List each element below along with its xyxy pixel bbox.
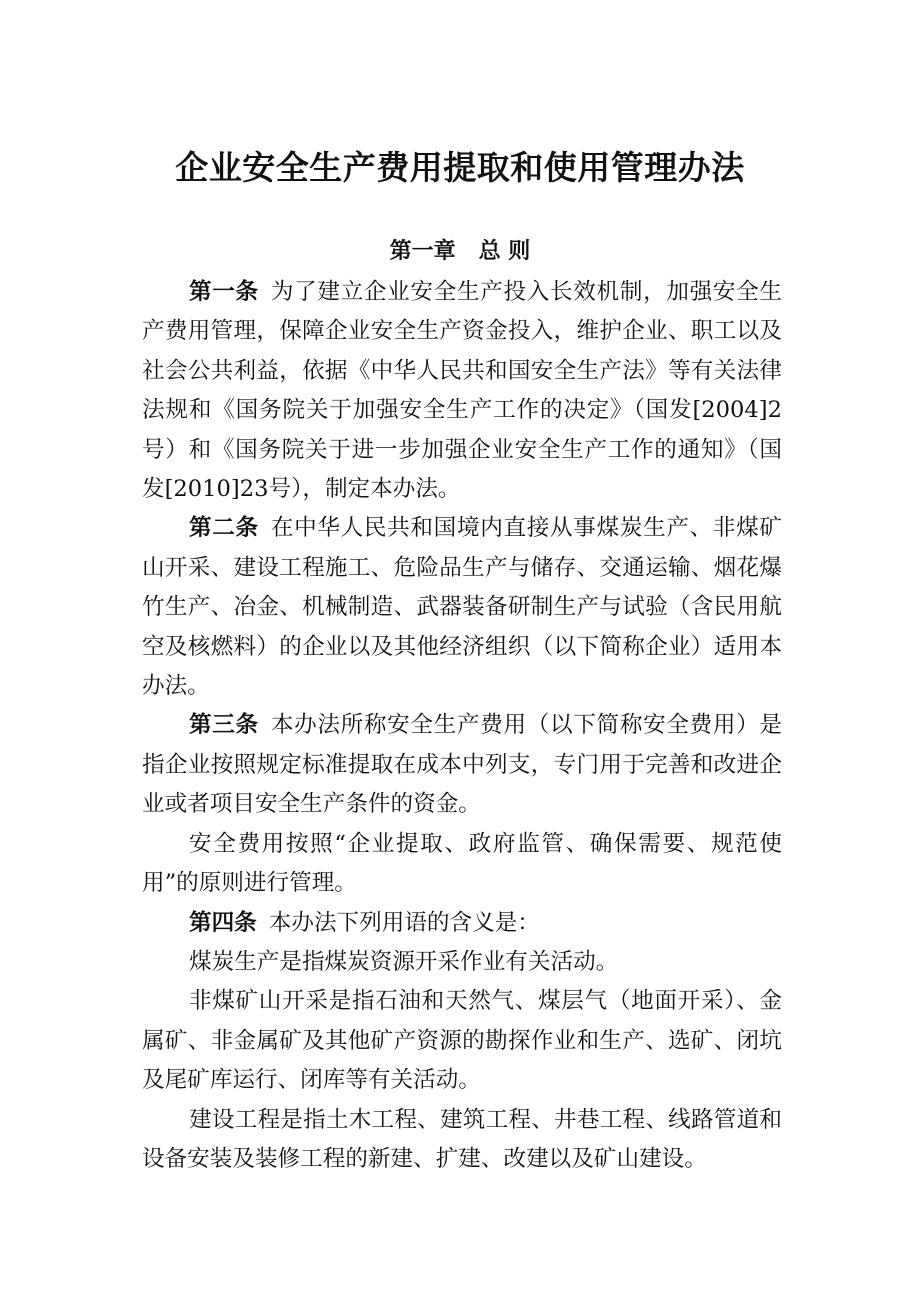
- chapter-heading: 第一章 总 则: [389, 239, 531, 264]
- paragraph: [142, 825, 782, 904]
- article-number: 第三条: [189, 712, 259, 739]
- paragraph: [142, 982, 782, 1100]
- paragraph: [142, 943, 782, 982]
- paragraph-text: 安全费用按照“企业提取、政府监管、确保需要、规范使用”的原则进行管理。: [142, 830, 782, 897]
- article-2: [142, 509, 782, 706]
- article-4: [142, 904, 782, 943]
- paragraph-text: 建设工程是指土木工程、建筑工程、井巷工程、线路管道和设备安装及装修工程的新建、扩建、改建以及矿山建设。: [142, 1106, 782, 1172]
- article-3: [142, 706, 782, 824]
- article-text: 为了建立企业安全生产投入长效机制，加强安全生产费用管理，保障企业安全生产资金投入，维护企业、职工以及社会公共利益，依据《中华人民共和国安全生产法》等有关法律法规和《国务院关于加强安全生产工作的决定》（国发[2004]2号）和《国务院关于进一步加强企业安全生产工作的通知》（国发[2010]23号），制定本办法。: [142, 279, 783, 503]
- paragraph-text: 非煤矿山开采是指石油和天然气、煤层气（地面开采）、金属矿、非金属矿及其他矿产资源的勘探作业和生产、选矿、闭坑及尾矿库运行、闭库等有关活动。: [142, 988, 782, 1094]
- article-1: [142, 273, 782, 509]
- document-title: 企业安全生产费用提取和使用管理办法: [175, 148, 745, 187]
- paragraph-text: 煤炭生产是指煤炭资源开采作业有关活动。: [189, 948, 619, 975]
- article-text: 本办法下列用语的含义是：: [268, 909, 540, 936]
- document-body: [142, 273, 782, 1179]
- article-text: 本办法所称安全生产费用（以下简称安全费用）是指企业按照规定标准提取在成本中列支，专门用于完善和改进企业或者项目安全生产条件的资金。: [142, 712, 783, 818]
- article-number: 第二条: [189, 515, 259, 542]
- paragraph: [142, 1101, 782, 1180]
- article-number: 第四条: [189, 909, 257, 936]
- article-number: 第一条: [189, 279, 259, 305]
- article-text: 在中华人民共和国境内直接从事煤炭生产、非煤矿山开采、建设工程施工、危险品生产与储存、交通运输、烟花爆竹生产、冶金、机械制造、武器装备研制生产与试验（含民用航空及核燃料）的企业以及其他经济组织（以下简称企业）适用本办法。: [142, 515, 783, 700]
